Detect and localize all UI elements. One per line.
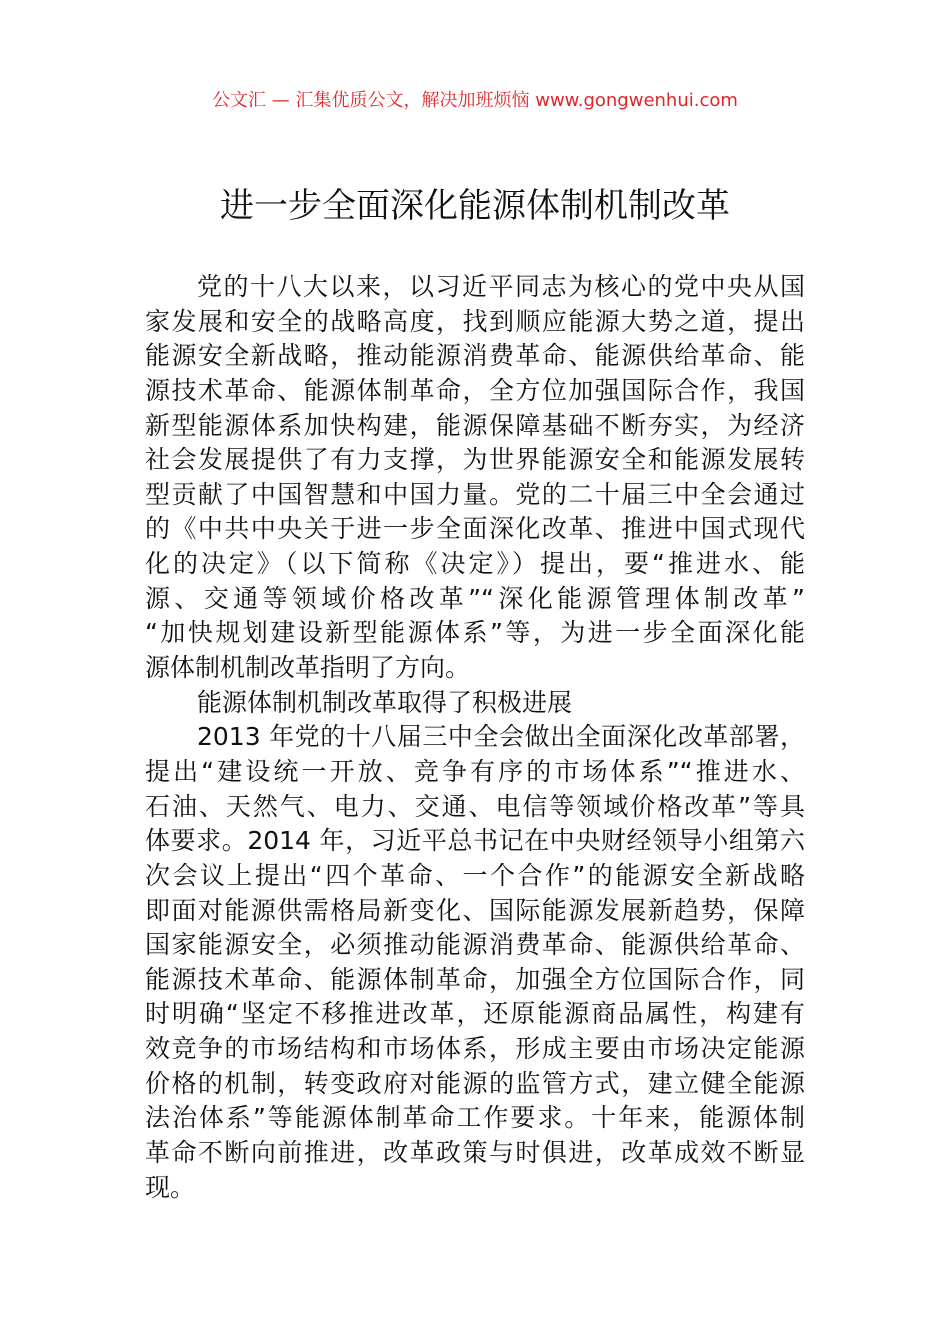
text-line: 即面对能源供需格局新变化、国际能源发展新趋势，保障 [145, 895, 805, 925]
text-line: 价格的机制，转变政府对能源的监管方式，建立健全能源 [145, 1068, 805, 1098]
text-line: 源技术革命、能源体制革命，全方位加强国际合作，我国 [145, 375, 805, 405]
paragraph [145, 270, 805, 686]
site-header-banner: 公文汇 — 汇集优质公文，解决加班烦恼 www.gongwenhui.com [212, 90, 738, 111]
text-line: 化的决定》（以下简称《决定》）提出，要“推进水、能 [145, 549, 805, 579]
paragraph [145, 720, 805, 1205]
text-line: “加快规划建设新型能源体系”等，为进一步全面深化能 [145, 618, 805, 648]
document-title: 进一步全面深化能源体制机制改革 [220, 186, 730, 226]
text-line: 能源安全新战略，推动能源消费革命、能源供给革命、能 [145, 341, 805, 371]
text-line: 国家能源安全，必须推动能源消费革命、能源供给革命、 [145, 930, 805, 960]
text-line: 体要求。2014 年，习近平总书记在中央财经领导小组第六 [145, 826, 805, 856]
text-line: 法治体系”等能源体制革命工作要求。十年来，能源体制 [145, 1103, 805, 1133]
text-line: 效竞争的市场结构和市场体系，形成主要由市场决定能源 [145, 1034, 805, 1064]
text-line: 革命不断向前推进，改革政策与时俱进，改革成效不断显 [145, 1138, 805, 1168]
text-line: 党的十八大以来，以习近平同志为核心的党中央从国 [197, 272, 805, 301]
text-line: 能源体制机制改革取得了积极进展 [197, 687, 573, 717]
text-line: 次会议上提出“四个革命、一个合作”的能源安全新战略 [145, 860, 805, 890]
text-line: 型贡献了中国智慧和中国力量。党的二十届三中全会通过 [145, 479, 805, 509]
text-line: 现。 [145, 1172, 196, 1202]
text-line: 家发展和安全的战略高度，找到顺应能源大势之道，提出 [145, 306, 805, 336]
text-line: 新型能源体系加快构建，能源保障基础不断夯实，为经济 [145, 410, 805, 440]
text-line: 石油、天然气、电力、交通、电信等领域价格改革”等具 [145, 791, 805, 821]
document-body [145, 270, 805, 1205]
text-line: 的《中共中央关于进一步全面深化改革、推进中国式现代 [145, 514, 805, 544]
text-line: 社会发展提供了有力支撑，为世界能源安全和能源发展转 [145, 445, 805, 475]
text-line: 源体制机制改革指明了方向。 [145, 653, 471, 683]
text-line: 提出“建设统一开放、竞争有序的市场体系”“推进水、 [145, 756, 805, 786]
text-line: 2013 年党的十八届三中全会做出全面深化改革部署， [197, 722, 805, 752]
section-heading [145, 686, 805, 721]
text-line: 能源技术革命、能源体制革命，加强全方位国际合作，同 [145, 964, 805, 994]
text-line: 源、交通等领域价格改革”“深化能源管理体制改革” [145, 583, 805, 613]
text-line: 时明确“坚定不移推进改革，还原能源商品属性，构建有 [145, 999, 805, 1029]
